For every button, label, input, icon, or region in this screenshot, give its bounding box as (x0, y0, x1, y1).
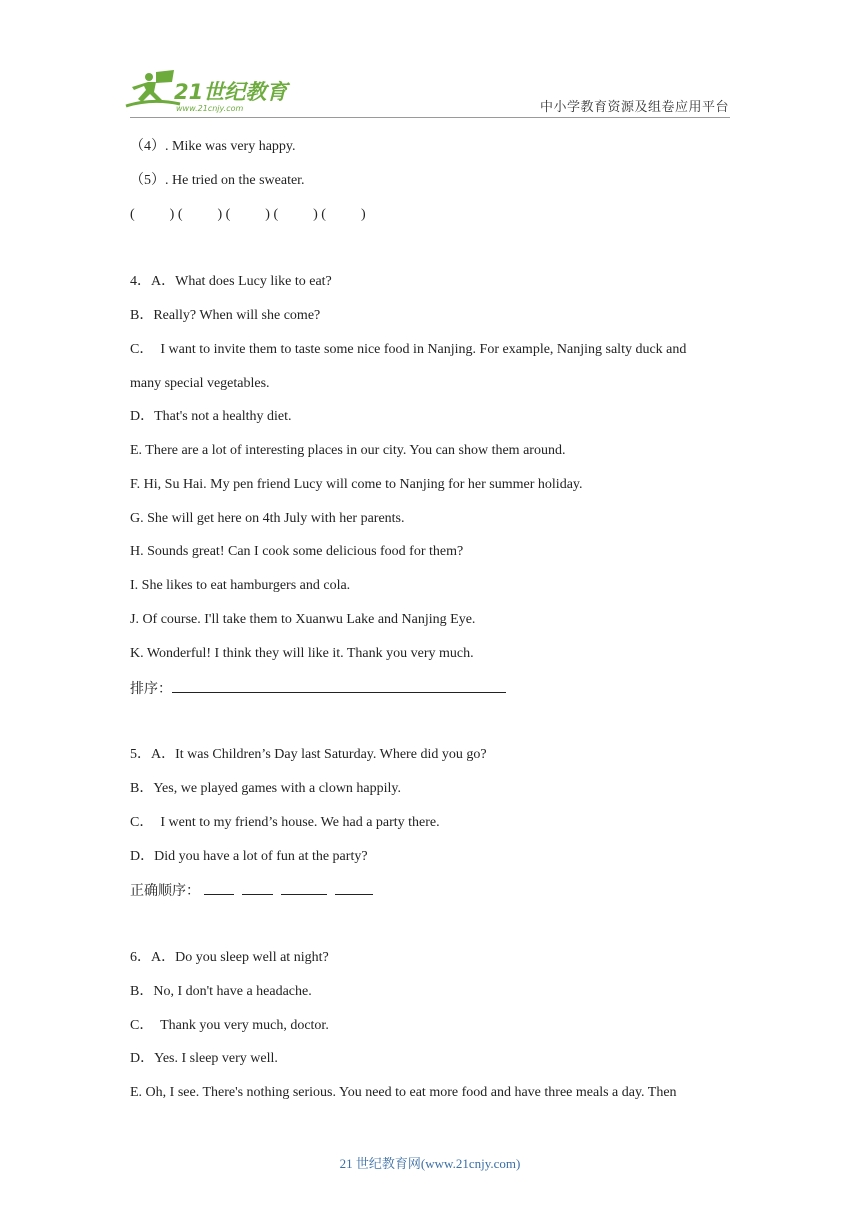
page-footer[interactable]: 21 世纪教育网(www.21cnjy.com) (339, 1156, 521, 1171)
q4-option-d: D．That's not a healthy diet. (130, 409, 292, 424)
q6-option-d: D．Yes. I sleep very well. (130, 1051, 278, 1066)
logo-sub-text: www.21cnjy.com (176, 104, 244, 113)
q4-option-f: F. Hi, Su Hai. My pen friend Lucy will come to Nanjing for her summer holiday. (130, 477, 583, 492)
q5-order-blank-1[interactable] (204, 880, 234, 895)
q4-option-a: 4．A．What does Lucy like to eat? (130, 274, 332, 289)
page-header (0, 0, 860, 120)
q4-option-i: I. She likes to eat hamburgers and cola. (130, 578, 351, 593)
q5-option-a: 5．A．It was Children’s Day last Saturday. Where did you go? (130, 747, 487, 762)
q5-order-blank-3[interactable] (281, 880, 327, 895)
q4-option-j: J. Of course. I'll take them to Xuanwu Lake and Nanjing Eye. (130, 612, 476, 627)
q6-option-c: C． Thank you very much, doctor. (130, 1018, 329, 1033)
s3-answer-boxes[interactable]: ( ) ( ) ( ) ( ) ( ) (130, 207, 366, 222)
q5-option-d: D．Did you have a lot of fun at the party? (130, 849, 368, 864)
platform-name: 中小学教育资源及组卷应用平台 (539, 99, 729, 114)
q4-option-e: E. There are a lot of interesting places in our city. You can show them around. (130, 443, 566, 458)
q5-order-label: 正确顺序： (130, 884, 200, 899)
runner-logo-icon (122, 68, 292, 114)
q5-option-b: B．Yes, we played games with a clown happily. (130, 781, 402, 796)
q5-option-c: C． I went to my friend’s house. We had a party there. (130, 815, 440, 830)
s3-item-5: （5）. He tried on the sweater. (130, 173, 305, 188)
site-logo[interactable] (122, 68, 292, 114)
q6-option-b: B．No, I don't have a headache. (130, 984, 312, 999)
header-divider (130, 117, 730, 118)
q4-option-h: H. Sounds great! Can I cook some delicious food for them? (130, 544, 464, 559)
q5-order-blank-2[interactable] (242, 880, 273, 895)
q4-option-c-line1: C． I want to invite them to taste some nice food in Nanjing. For example, Nanjing salty duck and (130, 342, 687, 357)
s3-item-4: （4）. Mike was very happy. (130, 139, 296, 154)
q5-order-blank-4[interactable] (335, 880, 373, 895)
q4-order-label: 排序： (130, 682, 172, 697)
q4-option-g: G. She will get here on 4th July with her parents. (130, 511, 405, 526)
q4-option-b: B．Really? When will she come? (130, 308, 321, 323)
q6-option-a: 6．A．Do you sleep well at night? (130, 950, 329, 965)
logo-main-text: 21世纪教育 (174, 80, 288, 104)
q4-order-blank[interactable] (172, 678, 506, 693)
q4-order-row (130, 678, 506, 700)
q4-option-c-line2: many special vegetables. (130, 376, 270, 391)
q5-order-row (130, 880, 373, 902)
q4-option-k: K. Wonderful! I think they will like it. Thank you very much. (130, 646, 474, 661)
q6-option-e: E. Oh, I see. There's nothing serious. You need to eat more food and have three meals a day. Then (130, 1085, 677, 1100)
